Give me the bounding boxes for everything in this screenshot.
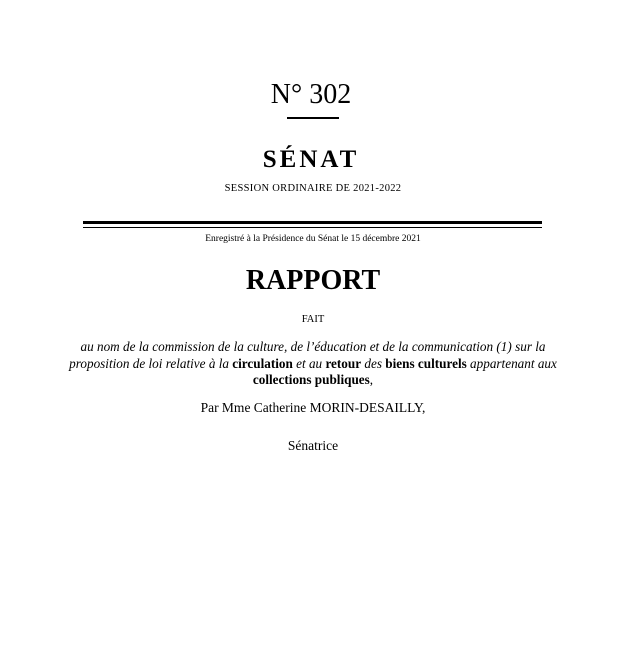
subject-part-3: des xyxy=(361,355,386,371)
subject-keyword-retour: retour xyxy=(325,355,362,371)
subject-part-4: appartenant aux xyxy=(466,355,557,371)
subject-part-2: et au xyxy=(292,355,326,371)
session-line: SESSION ORDINAIRE DE 2021-2022 xyxy=(224,183,402,194)
author-title: Sénatrice xyxy=(287,438,339,453)
author-line: Par Mme Catherine MORIN-DESAILLY, xyxy=(200,400,426,415)
fait-label: FAIT xyxy=(301,314,325,325)
subject-keyword-biens: biens culturels xyxy=(385,355,467,371)
document-type-title: RAPPORT xyxy=(245,265,381,296)
divider-thin xyxy=(83,227,542,228)
document-number: N° 302 xyxy=(270,79,352,110)
chamber-title: SÉNAT xyxy=(262,146,360,173)
subject-part-1: au nom de la commission de la culture, de l’éducation et de la communication (1) sur la proposition de loi relative à la xyxy=(69,339,546,371)
divider-thick xyxy=(83,221,542,224)
subject-keyword-collections: collections publiques xyxy=(252,372,370,387)
subject-keyword-circulation: circulation xyxy=(232,355,293,371)
number-underline xyxy=(287,117,339,119)
registration-line: Enregistré à la Présidence du Sénat le 15 décembre 2021 xyxy=(205,234,421,244)
subject-part-5: , xyxy=(369,372,374,387)
report-subject xyxy=(62,339,564,389)
